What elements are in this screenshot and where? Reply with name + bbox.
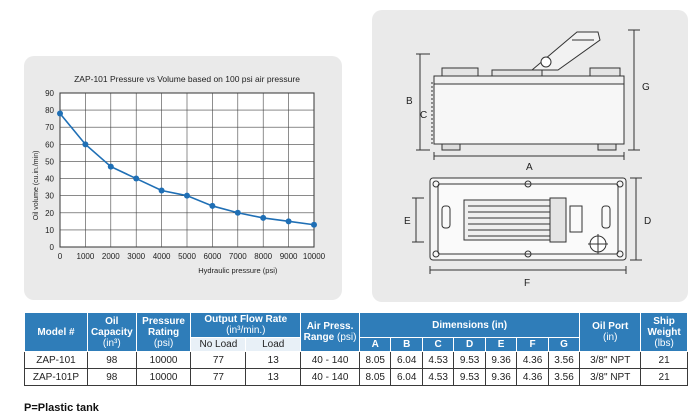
cell-no-load: 77: [191, 352, 246, 369]
x-tick-label: 2000: [101, 252, 120, 261]
y-tick-label: 70: [45, 123, 54, 133]
cell-dim-b: 6.04: [391, 369, 422, 386]
data-point: [260, 215, 266, 221]
cell-dim-g: 3.56: [548, 352, 579, 369]
col-load: Load: [246, 338, 301, 352]
dim-label-f: F: [524, 278, 531, 289]
data-point: [235, 210, 241, 216]
cell-dim-c: 4.53: [422, 352, 453, 369]
cell-dim-e: 9.36: [485, 369, 516, 386]
y-tick-label: 30: [45, 191, 54, 201]
data-point: [311, 222, 317, 228]
cell-weight: 21: [641, 369, 688, 386]
cell-load: 13: [246, 352, 301, 369]
cell-model: ZAP-101: [25, 352, 88, 369]
chart-panel: [24, 56, 342, 300]
data-point: [82, 141, 88, 147]
cell-rating: 10000: [136, 369, 191, 386]
dim-label-e: E: [404, 216, 411, 227]
data-point: [133, 176, 139, 182]
table-row: [25, 352, 688, 369]
cell-no-load: 77: [191, 369, 246, 386]
x-tick-label: 10000: [302, 252, 326, 261]
table-row: [25, 369, 688, 386]
cell-model: ZAP-101P: [25, 369, 88, 386]
col-dim-c: C: [422, 338, 453, 352]
side-view: [416, 30, 640, 160]
x-tick-label: 4000: [152, 252, 171, 261]
cell-oil: 98: [87, 352, 136, 369]
col-ship-weight: Ship Weight (lbs): [641, 313, 688, 352]
y-tick-label: 10: [45, 225, 54, 235]
cell-load: 13: [246, 369, 301, 386]
cell-air: 40 - 140: [301, 369, 360, 386]
cell-port: 3/8" NPT: [580, 352, 641, 369]
x-tick-label: 5000: [178, 252, 196, 261]
col-model: Model #: [25, 313, 88, 352]
col-dimensions: Dimensions (in): [359, 313, 579, 338]
cell-weight: 21: [641, 352, 688, 369]
col-air-press: Air Press. Range (psi): [301, 313, 360, 352]
y-tick-label: 80: [45, 106, 54, 116]
cell-dim-g: 3.56: [548, 369, 579, 386]
x-tick-label: 7000: [228, 252, 247, 261]
data-point: [209, 203, 215, 209]
x-axis-label: Hydraulic pressure (psi): [198, 266, 278, 275]
y-tick-label: 20: [45, 208, 54, 218]
drawing-panel: [372, 10, 688, 302]
cell-dim-f: 4.36: [517, 352, 548, 369]
col-output-flow: Output Flow Rate (in³/min.): [191, 313, 301, 338]
dim-label-c: C: [420, 110, 428, 121]
x-tick-label: 6000: [203, 252, 222, 261]
cell-dim-a: 8.05: [359, 352, 390, 369]
footnote: P=Plastic tank: [24, 402, 99, 414]
col-dim-e: E: [485, 338, 516, 352]
col-pressure-rating: Pressure Rating (psi): [136, 313, 191, 352]
dim-label-g: G: [642, 82, 650, 93]
pump-dimension-drawing: [372, 10, 688, 302]
cell-rating: 10000: [136, 352, 191, 369]
dim-label-b: B: [406, 96, 413, 107]
x-tick-label: 9000: [279, 252, 298, 261]
y-tick-label: 0: [49, 243, 54, 252]
col-oil-capacity: Oil Capacity (in³): [87, 313, 136, 352]
y-tick-label: 60: [45, 140, 54, 150]
data-point: [57, 111, 63, 117]
y-tick-label: 40: [45, 174, 54, 184]
x-tick-label: 0: [57, 252, 63, 261]
y-tick-label: 50: [45, 157, 54, 167]
x-tick-label: 1000: [76, 252, 95, 261]
cell-dim-d: 9.53: [454, 369, 485, 386]
data-point: [108, 164, 114, 170]
col-dim-a: A: [359, 338, 390, 352]
x-tick-label: 8000: [254, 252, 273, 261]
col-oil-port: Oil Port (in): [580, 313, 641, 352]
data-point: [184, 193, 190, 199]
pressure-volume-chart: [24, 56, 342, 300]
dim-label-a: A: [526, 162, 533, 173]
cell-dim-f: 4.36: [517, 369, 548, 386]
spec-table: [24, 312, 688, 386]
top-view: [412, 178, 642, 274]
data-point: [159, 188, 165, 194]
chart-title: ZAP-101 Pressure vs Volume based on 100 psi air pressure: [74, 74, 300, 84]
cell-port: 3/8" NPT: [580, 369, 641, 386]
y-axis-label: Oil volume (cu.in./min): [33, 150, 40, 221]
dim-label-d: D: [644, 216, 652, 227]
col-no-load: No Load: [191, 338, 246, 352]
cell-air: 40 - 140: [301, 352, 360, 369]
col-dim-f: F: [517, 338, 548, 352]
cell-oil: 98: [87, 369, 136, 386]
data-point: [286, 218, 292, 224]
cell-dim-b: 6.04: [391, 352, 422, 369]
cell-dim-a: 8.05: [359, 369, 390, 386]
x-tick-label: 3000: [127, 252, 146, 261]
y-tick-label: 90: [45, 89, 54, 98]
cell-dim-e: 9.36: [485, 352, 516, 369]
cell-dim-c: 4.53: [422, 369, 453, 386]
cell-dim-d: 9.53: [454, 352, 485, 369]
col-dim-b: B: [391, 338, 422, 352]
col-dim-g: G: [548, 338, 579, 352]
col-dim-d: D: [454, 338, 485, 352]
